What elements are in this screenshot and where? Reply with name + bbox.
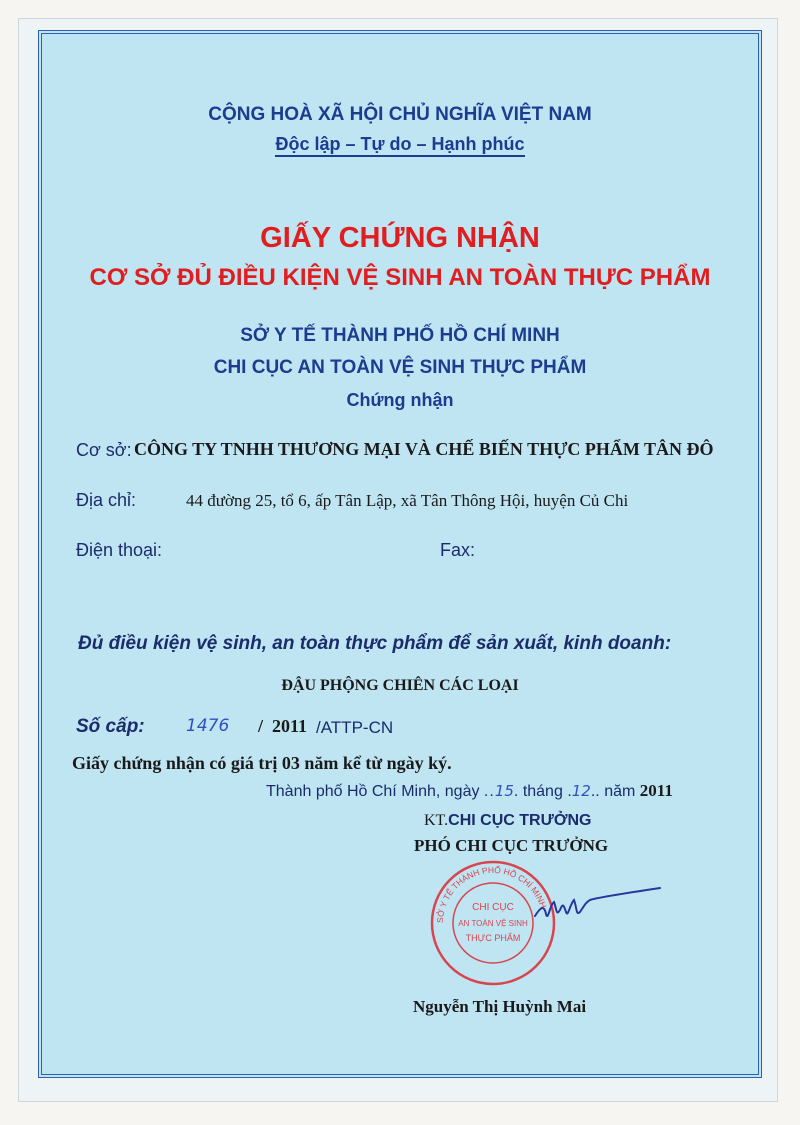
validity-statement: Giấy chứng nhận có giá trị 03 năm kể từ ngày ký.	[72, 753, 452, 773]
certificate-subtitle: CƠ SỞ ĐỦ ĐIỀU KIỆN VỆ SINH AN TOÀN THỰC PHẨM	[89, 264, 711, 291]
country-name: CỘNG HOÀ XÃ HỘI CHỦ NGHĨA VIỆT NAM	[208, 104, 592, 125]
stamp-ring-text: SỞ Y TẾ THÀNH PHỐ HỒ CHÍ MINH	[434, 864, 549, 924]
scope-statement: Đủ điều kiện vệ sinh, an toàn thực phẩm để sản xuất, kinh doanh:	[78, 633, 672, 654]
stamp-line2: AN TOÀN VỆ SINH	[458, 919, 528, 928]
number-year: 2011	[272, 716, 308, 736]
handwritten-signature	[530, 880, 670, 930]
phone-label: Điện thoại:	[76, 540, 163, 560]
stamp-line1: CHI CỤC	[472, 902, 514, 913]
certificate-number: 1476	[186, 716, 230, 736]
number-suffix: /ATTP-CN	[316, 718, 394, 737]
number-separator: /	[258, 716, 264, 736]
issuing-department: SỞ Y TẾ THÀNH PHỐ HỒ CHÍ MINH	[240, 325, 560, 346]
chief-title: CHI CỤC TRƯỞNG	[448, 812, 592, 829]
fax-label: Fax:	[440, 540, 476, 560]
stamp-line3: THỰC PHẨM	[465, 933, 521, 943]
deputy-title: PHÓ CHI CỤC TRƯỞNG	[414, 836, 609, 855]
issue-date: Thành phố Hồ Chí Minh, ngày ..15. tháng .12.. năm 2011	[266, 781, 673, 800]
signature-stroke	[535, 888, 660, 916]
date-month: 12	[571, 782, 591, 800]
date-year-label: năm	[604, 783, 636, 800]
date-year: 2011	[639, 781, 673, 800]
kt-prefix: KT.	[424, 812, 449, 829]
address-label: Địa chỉ:	[76, 490, 137, 510]
issuing-branch: CHI CỤC AN TOÀN VỆ SINH THỰC PHẨM	[213, 357, 587, 378]
facility-label: Cơ sở:	[76, 440, 132, 460]
national-motto: Độc lập – Tự do – Hạnh phúc	[0, 134, 800, 155]
products: ĐẬU PHỘNG CHIÊN CÁC LOẠI	[281, 677, 519, 694]
facility-name: CÔNG TY TNHH THƯƠNG MẠI VÀ CHẾ BIẾN THỰC PHẨM TÂN ĐÔ	[134, 439, 714, 459]
date-month-label: tháng	[522, 783, 563, 800]
address-value: 44 đường 25, tổ 6, ấp Tân Lập, xã Tân Thông Hội, huyện Củ Chi	[186, 491, 629, 510]
certificate-title: GIẤY CHỨNG NHẬN	[260, 222, 540, 254]
signatory-title	[424, 812, 592, 830]
number-label: Số cấp:	[76, 716, 145, 737]
signatory-name: Nguyễn Thị Huỳnh Mai	[413, 997, 587, 1016]
date-day: 15	[494, 782, 514, 800]
certifies-heading: Chứng nhận	[346, 390, 454, 410]
date-prefix: Thành phố Hồ Chí Minh, ngày	[266, 783, 480, 800]
